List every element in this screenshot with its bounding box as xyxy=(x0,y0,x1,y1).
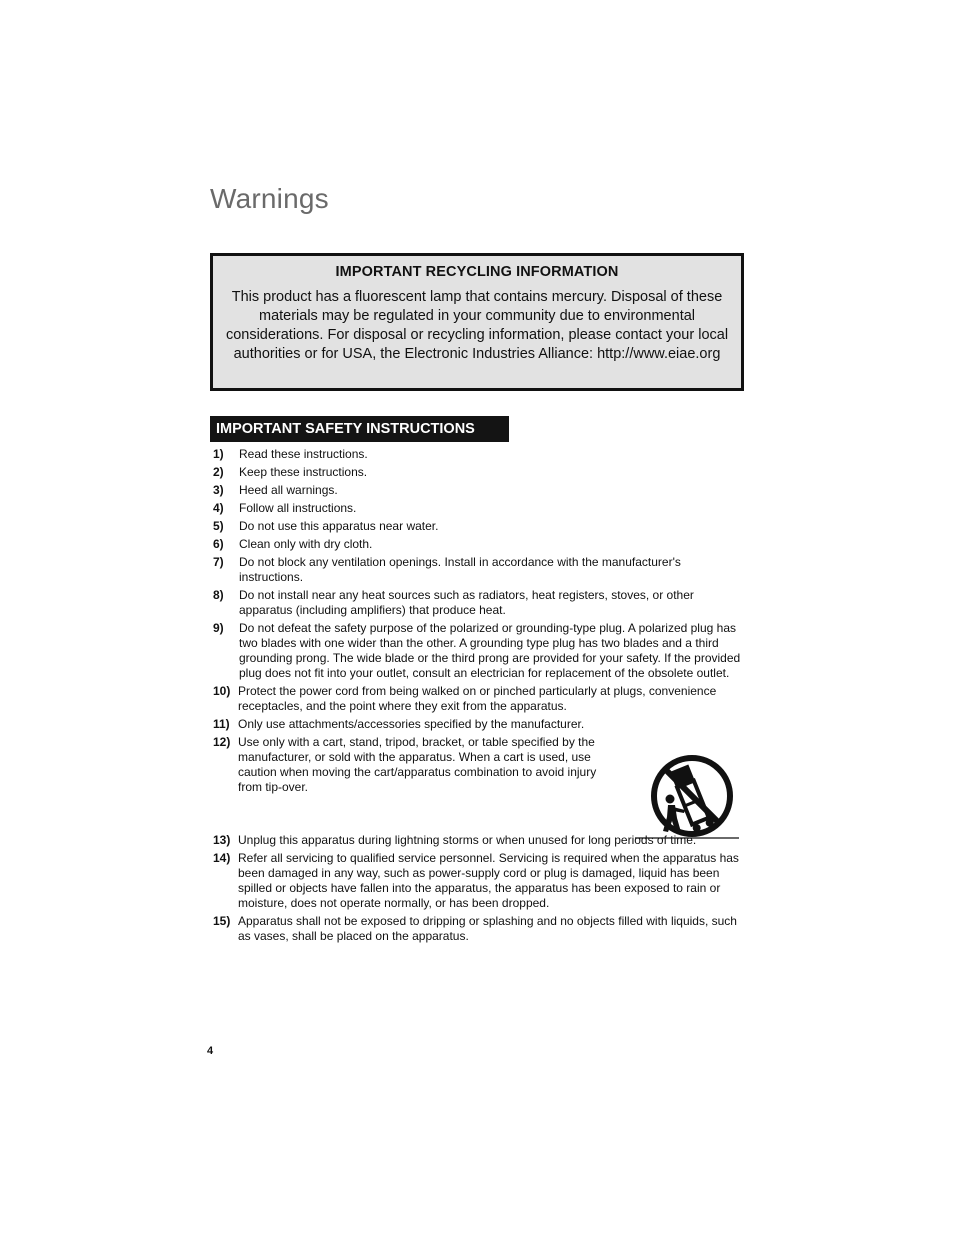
item-text: Do not block any ventilation openings. Install in accordance with the manufacturer's instructions. xyxy=(239,555,681,584)
item-number: 13) xyxy=(213,833,231,847)
item-number: 10) xyxy=(213,684,231,698)
item-number: 3) xyxy=(213,483,224,497)
item-number: 11) xyxy=(213,717,230,731)
item-text: Apparatus shall not be exposed to dripping or splashing and no objects filled with liquids, such as vases, shall be placed on the apparatus. xyxy=(238,914,737,943)
list-item xyxy=(213,914,743,944)
item-text: Do not use this apparatus near water. xyxy=(239,519,439,533)
item-text: Refer all servicing to qualified service personnel. Servicing is required when the apparatus has been damaged in any way, such as power-supply cord or plug is damaged, liquid has been spilled or objects have fallen into the apparatus, the apparatus has been exposed to rain or moisture, does not operate normally, or has been dropped. xyxy=(238,851,739,910)
item-text: Do not defeat the safety purpose of the polarized or grounding-type plug. A polarized plug has two blades with one wider than the other. A grounding type plug has two blades and a third grounding prong. The wide blade or the third prong are provided for your safety. If the provided plug does not fit into your outlet, consult an electrician for replacement of the obsolete outlet. xyxy=(239,621,741,680)
item-number: 15) xyxy=(213,914,231,928)
list-item xyxy=(213,501,743,516)
cart-tip-over-warning-icon xyxy=(635,752,739,840)
item-number: 9) xyxy=(213,621,224,635)
item-number: 12) xyxy=(213,735,231,749)
recycling-heading: IMPORTANT RECYCLING INFORMATION xyxy=(335,264,619,280)
page-number: 4 xyxy=(207,1045,214,1057)
item-number: 5) xyxy=(213,519,224,533)
list-item xyxy=(213,465,743,480)
page-title: Warnings xyxy=(210,183,329,214)
list-item xyxy=(213,483,743,498)
item-text: Unplug this apparatus during lightning storms or when unused for long periods of time. xyxy=(238,833,697,847)
recycling-body: This product has a fluorescent lamp that contains mercury. Disposal of these materials may be regulated in your community due to environmental considerations. For disposal or recycling information, please contact your local authorities or for USA, the Electronic Industries Alliance: http://www.eiae.org xyxy=(225,289,729,362)
item-text: Clean only with dry cloth. xyxy=(239,537,373,551)
list-item xyxy=(213,519,743,534)
list-item xyxy=(213,851,743,911)
list-item xyxy=(213,537,743,552)
list-item xyxy=(213,555,743,585)
item-number: 14) xyxy=(213,851,231,865)
list-item xyxy=(213,717,743,732)
item-text: Follow all instructions. xyxy=(239,501,357,515)
recycling-info-box xyxy=(210,253,744,391)
list-item xyxy=(213,621,743,681)
item-number: 2) xyxy=(213,465,224,479)
item-text: Keep these instructions. xyxy=(239,465,368,479)
item-number: 8) xyxy=(213,588,224,602)
item-text: Use only with a cart, stand, tripod, bracket, or table specified by the manufacturer, or sold with the apparatus. When a cart is used, use caution when moving the cart/apparatus combination to avoid injury from tip-over. xyxy=(238,735,597,794)
item-text: Heed all warnings. xyxy=(239,483,338,497)
item-number: 6) xyxy=(213,537,224,551)
item-number: 1) xyxy=(213,447,224,461)
list-item xyxy=(213,684,743,714)
list-item xyxy=(213,447,743,462)
list-item xyxy=(213,588,743,618)
item-number: 7) xyxy=(213,555,224,569)
safety-instructions-list xyxy=(213,447,743,947)
item-text: Read these instructions. xyxy=(239,447,368,461)
item-number: 4) xyxy=(213,501,224,515)
item-text: Do not install near any heat sources such as radiators, heat registers, stoves, or other apparatus (including amplifiers) that produce heat. xyxy=(239,588,694,617)
item-text: Only use attachments/accessories specified by the manufacturer. xyxy=(238,717,585,731)
safety-instructions-heading: IMPORTANT SAFETY INSTRUCTIONS xyxy=(210,416,509,442)
item-text: Protect the power cord from being walked on or pinched particularly at plugs, convenience receptacles, and the point where they exit from the apparatus. xyxy=(238,684,717,713)
